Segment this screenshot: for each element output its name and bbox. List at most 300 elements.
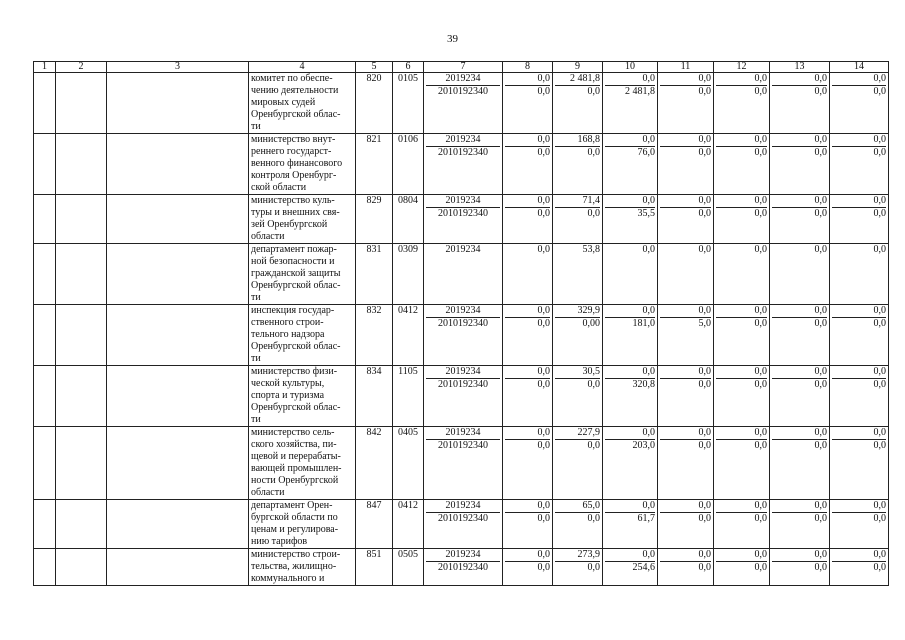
amount-value: 2 481,8	[555, 73, 600, 86]
amount-value: 0,0	[505, 134, 550, 147]
section-code-cell: 0412	[393, 500, 424, 549]
amount-value: 71,4	[555, 195, 600, 208]
column-header: 5	[356, 62, 393, 73]
amount-cell-col-13	[770, 195, 830, 244]
amount-cell-col-14	[830, 500, 889, 549]
amount-cell-col-13	[770, 134, 830, 195]
cell-col-3	[107, 366, 249, 427]
amount-cell-col-10	[603, 427, 658, 500]
amount-value: 0,0	[832, 73, 886, 86]
amount-value: 0,0	[754, 379, 767, 390]
amount-value: 0,0	[754, 440, 767, 451]
amount-value: 0,0	[814, 562, 827, 573]
amount-value: 65,0	[555, 500, 600, 513]
organization-name-line: тельства, жилищно-	[251, 561, 337, 572]
amount-value: 0,0	[660, 73, 711, 86]
organization-name-line: министерство строи-	[251, 549, 341, 560]
amount-cell-col-8	[503, 195, 553, 244]
amount-value: 0,0	[873, 513, 886, 524]
organization-name-line: ти	[251, 353, 261, 364]
amount-value: 0,0	[814, 208, 827, 219]
amount-cell-col-12	[714, 427, 770, 500]
amount-cell-col-13	[770, 305, 830, 366]
amount-cell-col-10	[603, 305, 658, 366]
target-article-code: 2019234	[426, 134, 500, 147]
amount-value: 0,0	[698, 440, 711, 451]
cell-col-3	[107, 195, 249, 244]
organization-name-cell	[249, 427, 356, 500]
department-code-cell: 832	[356, 305, 393, 366]
amount-value: 0,0	[814, 440, 827, 451]
section-code-cell: 0106	[393, 134, 424, 195]
organization-name-line: ной безопасности и	[251, 256, 335, 267]
amount-value: 0,0	[587, 513, 600, 524]
amount-value: 0,0	[642, 244, 655, 255]
amount-cell-col-9	[553, 244, 603, 305]
amount-value: 0,0	[716, 73, 767, 86]
amount-value: 0,0	[660, 500, 711, 513]
column-header: 10	[603, 62, 658, 73]
amount-value: 0,00	[582, 318, 600, 329]
target-article-code: 2019234	[426, 549, 500, 562]
organization-name-line: вающей промышлен-	[251, 463, 342, 474]
cell-col-1	[34, 134, 56, 195]
amount-value: 0,0	[873, 440, 886, 451]
amount-value: 0,0	[505, 427, 550, 440]
amount-value: 0,0	[660, 427, 711, 440]
amount-value: 168,8	[555, 134, 600, 147]
cell-col-1	[34, 305, 56, 366]
target-article-cell	[424, 134, 503, 195]
amount-value: 0,0	[832, 134, 886, 147]
target-article-code: 2019234	[445, 244, 481, 255]
cell-col-3	[107, 73, 249, 134]
amount-value: 61,7	[637, 513, 655, 524]
amount-cell-col-8	[503, 73, 553, 134]
budget-table	[33, 61, 889, 586]
target-article-code: 2010192340	[438, 318, 488, 329]
organization-name-line: Оренбургской облас-	[251, 109, 341, 120]
amount-cell-col-12	[714, 134, 770, 195]
target-article-code: 2019234	[426, 427, 500, 440]
amount-value: 30,5	[555, 366, 600, 379]
amount-cell-col-9	[553, 195, 603, 244]
column-header: 7	[424, 62, 503, 73]
amount-cell-col-14	[830, 549, 889, 586]
section-code-cell: 0804	[393, 195, 424, 244]
amount-cell-col-14	[830, 73, 889, 134]
column-header: 14	[830, 62, 889, 73]
amount-cell-col-11	[658, 366, 714, 427]
organization-name-line: инспекция государ-	[251, 305, 335, 316]
cell-col-2	[56, 549, 107, 586]
amount-value: 0,0	[772, 427, 827, 440]
target-article-cell	[424, 549, 503, 586]
target-article-code: 2010192340	[438, 379, 488, 390]
organization-name-line: департамент Орен-	[251, 500, 333, 511]
amount-cell-col-9	[553, 305, 603, 366]
amount-cell-col-13	[770, 73, 830, 134]
amount-value: 0,0	[605, 500, 655, 513]
amount-cell-col-14	[830, 195, 889, 244]
amount-value: 0,0	[873, 562, 886, 573]
amount-cell-col-14	[830, 366, 889, 427]
organization-name-line: комитет по обеспе-	[251, 73, 333, 84]
organization-name-cell	[249, 134, 356, 195]
amount-value: 0,0	[772, 134, 827, 147]
column-header: 3	[107, 62, 249, 73]
amount-value: 0,0	[505, 549, 550, 562]
section-code-cell: 0105	[393, 73, 424, 134]
amount-value: 203,0	[632, 440, 655, 451]
cell-col-2	[56, 427, 107, 500]
organization-name-line: нию тарифов	[251, 536, 308, 547]
amount-value: 0,0	[698, 379, 711, 390]
amount-value: 0,0	[505, 73, 550, 86]
target-article-cell	[424, 427, 503, 500]
amount-value: 0,0	[605, 134, 655, 147]
amount-value: 0,0	[754, 86, 767, 97]
amount-value: 0,0	[772, 73, 827, 86]
amount-cell-col-9	[553, 134, 603, 195]
amount-value: 0,0	[605, 195, 655, 208]
amount-cell-col-10	[603, 366, 658, 427]
cell-col-2	[56, 134, 107, 195]
organization-name-cell	[249, 500, 356, 549]
amount-value: 0,0	[716, 305, 767, 318]
organization-name-line: министерство сель-	[251, 427, 335, 438]
target-article-cell	[424, 244, 503, 305]
organization-name-line: ственного строи-	[251, 317, 324, 328]
amount-value: 0,0	[587, 440, 600, 451]
column-header: 6	[393, 62, 424, 73]
amount-value: 0,0	[832, 500, 886, 513]
amount-cell-col-10	[603, 73, 658, 134]
organization-name-line: министерство куль-	[251, 195, 335, 206]
column-header: 2	[56, 62, 107, 73]
amount-value: 0,0	[814, 379, 827, 390]
organization-name-cell	[249, 195, 356, 244]
amount-value: 0,0	[660, 134, 711, 147]
organization-name-line: тельного надзора	[251, 329, 325, 340]
amount-value: 0,0	[537, 86, 550, 97]
department-code-cell: 820	[356, 73, 393, 134]
amount-value: 0,0	[587, 562, 600, 573]
amount-cell-col-11	[658, 549, 714, 586]
organization-name-line: области	[251, 231, 285, 242]
organization-name-line: Оренбургской облас-	[251, 280, 341, 291]
amount-cell-col-8	[503, 500, 553, 549]
amount-value: 0,0	[537, 318, 550, 329]
cell-col-1	[34, 549, 56, 586]
amount-value: 0,0	[698, 244, 711, 255]
cell-col-1	[34, 73, 56, 134]
amount-cell-col-8	[503, 549, 553, 586]
section-code-cell: 1105	[393, 366, 424, 427]
table-row	[34, 366, 889, 427]
amount-value: 0,0	[754, 208, 767, 219]
amount-value: 0,0	[716, 549, 767, 562]
cell-col-3	[107, 500, 249, 549]
organization-name-line: венного финансового	[251, 158, 343, 169]
cell-col-1	[34, 366, 56, 427]
amount-cell-col-11	[658, 500, 714, 549]
table-row	[34, 73, 889, 134]
amount-value: 0,0	[832, 427, 886, 440]
organization-name-line: щевой и перерабаты-	[251, 451, 341, 462]
amount-value: 0,0	[814, 318, 827, 329]
target-article-code: 2010192340	[438, 147, 488, 158]
department-code-cell: 842	[356, 427, 393, 500]
table-row	[34, 500, 889, 549]
amount-cell-col-9	[553, 427, 603, 500]
amount-cell-col-9	[553, 500, 603, 549]
amount-value: 0,0	[832, 305, 886, 318]
amount-value: 0,0	[772, 500, 827, 513]
amount-value: 0,0	[505, 366, 550, 379]
table-row	[34, 244, 889, 305]
amount-value: 0,0	[698, 147, 711, 158]
amount-value: 0,0	[605, 305, 655, 318]
page-number: 39	[447, 33, 458, 45]
amount-value: 0,0	[660, 195, 711, 208]
cell-col-2	[56, 195, 107, 244]
amount-value: 0,0	[754, 318, 767, 329]
target-article-cell	[424, 500, 503, 549]
amount-value: 0,0	[754, 244, 767, 255]
amount-cell-col-11	[658, 305, 714, 366]
organization-name-line: ности Оренбургской	[251, 475, 339, 486]
amount-value: 0,0	[754, 147, 767, 158]
organization-name-line: департамент пожар-	[251, 244, 337, 255]
target-article-code: 2010192340	[438, 513, 488, 524]
amount-cell-col-12	[714, 195, 770, 244]
amount-value: 254,6	[632, 562, 655, 573]
amount-value: 0,0	[832, 549, 886, 562]
organization-name-line: ти	[251, 292, 261, 303]
amount-value: 0,0	[605, 366, 655, 379]
table-row	[34, 195, 889, 244]
table-body	[34, 73, 889, 586]
organization-name-line: коммунального и	[251, 573, 325, 584]
organization-name-line: министерство физи-	[251, 366, 338, 377]
cell-col-2	[56, 244, 107, 305]
amount-cell-col-10	[603, 549, 658, 586]
amount-cell-col-11	[658, 427, 714, 500]
amount-cell-col-13	[770, 500, 830, 549]
amount-value: 0,0	[537, 379, 550, 390]
amount-cell-col-12	[714, 244, 770, 305]
amount-cell-col-13	[770, 244, 830, 305]
organization-name-cell	[249, 305, 356, 366]
organization-name-line: области	[251, 487, 285, 498]
target-article-code: 2010192340	[438, 562, 488, 573]
amount-value: 35,5	[637, 208, 655, 219]
amount-value: 0,0	[537, 147, 550, 158]
amount-value: 0,0	[505, 500, 550, 513]
organization-name-line: ти	[251, 414, 261, 425]
amount-value: 0,0	[505, 195, 550, 208]
amount-value: 0,0	[716, 500, 767, 513]
amount-cell-col-12	[714, 549, 770, 586]
amount-value: 0,0	[716, 427, 767, 440]
amount-value: 0,0	[754, 513, 767, 524]
organization-name-line: ти	[251, 121, 261, 132]
target-article-cell	[424, 305, 503, 366]
cell-col-3	[107, 305, 249, 366]
amount-value: 0,0	[873, 318, 886, 329]
target-article-code: 2019234	[426, 305, 500, 318]
amount-cell-col-9	[553, 366, 603, 427]
amount-cell-col-9	[553, 549, 603, 586]
department-code-cell: 821	[356, 134, 393, 195]
amount-value: 0,0	[772, 195, 827, 208]
cell-col-3	[107, 244, 249, 305]
organization-name-cell	[249, 549, 356, 586]
amount-cell-col-8	[503, 366, 553, 427]
organization-name-line: ценам и регулирова-	[251, 524, 339, 535]
cell-col-3	[107, 549, 249, 586]
amount-value: 76,0	[637, 147, 655, 158]
target-article-code: 2019234	[426, 195, 500, 208]
amount-cell-col-13	[770, 427, 830, 500]
organization-name-line: министерство внут-	[251, 134, 336, 145]
amount-value: 181,0	[632, 318, 655, 329]
column-header: 9	[553, 62, 603, 73]
amount-value: 0,0	[587, 147, 600, 158]
table-row	[34, 549, 889, 586]
amount-cell-col-11	[658, 244, 714, 305]
amount-cell-col-10	[603, 134, 658, 195]
amount-cell-col-14	[830, 305, 889, 366]
amount-value: 0,0	[873, 208, 886, 219]
column-header: 12	[714, 62, 770, 73]
cell-col-2	[56, 305, 107, 366]
organization-name-line: зей Оренбургской	[251, 219, 328, 230]
target-article-code: 2019234	[426, 366, 500, 379]
section-code-cell: 0505	[393, 549, 424, 586]
amount-value: 0,0	[605, 73, 655, 86]
amount-value: 0,0	[698, 562, 711, 573]
amount-value: 0,0	[832, 366, 886, 379]
column-header: 11	[658, 62, 714, 73]
amount-value: 0,0	[716, 366, 767, 379]
amount-value: 0,0	[814, 147, 827, 158]
amount-value: 0,0	[605, 427, 655, 440]
amount-cell-col-8	[503, 134, 553, 195]
amount-cell-col-8	[503, 244, 553, 305]
target-article-cell	[424, 366, 503, 427]
amount-cell-col-12	[714, 73, 770, 134]
column-number-row	[34, 62, 889, 73]
target-article-cell	[424, 73, 503, 134]
amount-cell-col-10	[603, 195, 658, 244]
amount-value: 0,0	[660, 549, 711, 562]
amount-value: 0,0	[873, 379, 886, 390]
amount-cell-col-12	[714, 500, 770, 549]
amount-value: 0,0	[814, 86, 827, 97]
target-article-code: 2010192340	[438, 86, 488, 97]
department-code-cell: 847	[356, 500, 393, 549]
amount-value: 0,0	[587, 208, 600, 219]
amount-cell-col-11	[658, 134, 714, 195]
column-header: 4	[249, 62, 356, 73]
organization-name-line: контроля Оренбург-	[251, 170, 337, 181]
amount-value: 0,0	[537, 440, 550, 451]
organization-name-line: ческой культуры,	[251, 378, 325, 389]
amount-cell-col-8	[503, 305, 553, 366]
table-row	[34, 427, 889, 500]
cell-col-2	[56, 73, 107, 134]
amount-cell-col-14	[830, 134, 889, 195]
organization-name-line: спорта и туризма	[251, 390, 325, 401]
table-row	[34, 134, 889, 195]
organization-name-cell	[249, 244, 356, 305]
amount-value: 0,0	[605, 549, 655, 562]
amount-value: 0,0	[587, 86, 600, 97]
amount-cell-col-10	[603, 244, 658, 305]
department-code-cell: 834	[356, 366, 393, 427]
cell-col-1	[34, 244, 56, 305]
amount-cell-col-9	[553, 73, 603, 134]
cell-col-1	[34, 427, 56, 500]
cell-col-1	[34, 195, 56, 244]
amount-value: 0,0	[537, 562, 550, 573]
target-article-cell	[424, 195, 503, 244]
amount-value: 273,9	[555, 549, 600, 562]
amount-cell-col-13	[770, 549, 830, 586]
amount-value: 329,9	[555, 305, 600, 318]
section-code-cell: 0412	[393, 305, 424, 366]
target-article-code: 2010192340	[438, 208, 488, 219]
amount-value: 0,0	[660, 305, 711, 318]
amount-value: 0,0	[873, 147, 886, 158]
amount-value: 0,0	[873, 86, 886, 97]
organization-name-line: Оренбургской облас-	[251, 402, 341, 413]
department-code-cell: 829	[356, 195, 393, 244]
amount-value: 0,0	[814, 513, 827, 524]
amount-value: 0,0	[698, 513, 711, 524]
amount-value: 0,0	[505, 305, 550, 318]
amount-value: 0,0	[537, 208, 550, 219]
amount-value: 5,0	[698, 318, 711, 329]
cell-col-2	[56, 500, 107, 549]
amount-cell-col-10	[603, 500, 658, 549]
amount-value: 320,8	[632, 379, 655, 390]
organization-name-line: чению деятельности	[251, 85, 339, 96]
target-article-code: 2019234	[426, 500, 500, 513]
amount-value: 0,0	[587, 379, 600, 390]
amount-cell-col-12	[714, 366, 770, 427]
cell-col-1	[34, 500, 56, 549]
amount-value: 0,0	[716, 134, 767, 147]
amount-value: 0,0	[814, 244, 827, 255]
amount-cell-col-14	[830, 427, 889, 500]
amount-cell-col-12	[714, 305, 770, 366]
department-code-cell: 851	[356, 549, 393, 586]
amount-value: 0,0	[772, 305, 827, 318]
organization-name-line: туры и внешних свя-	[251, 207, 340, 218]
organization-name-line: ской области	[251, 182, 307, 193]
organization-name-line: Оренбургской облас-	[251, 341, 341, 352]
amount-value: 0,0	[754, 562, 767, 573]
section-code-cell: 0309	[393, 244, 424, 305]
column-header: 13	[770, 62, 830, 73]
amount-value: 53,8	[582, 244, 600, 255]
amount-value: 0,0	[537, 513, 550, 524]
organization-name-line: ского хозяйства, пи-	[251, 439, 337, 450]
amount-value: 0,0	[537, 244, 550, 255]
